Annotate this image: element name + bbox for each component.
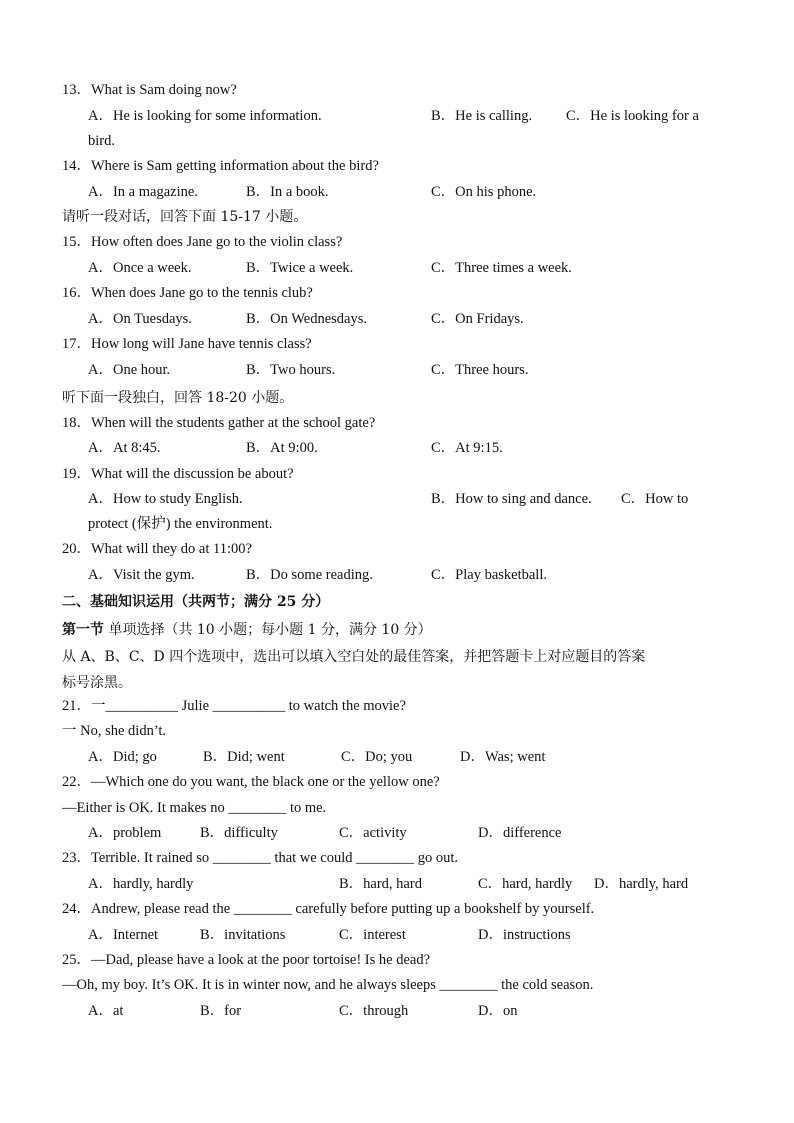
q15-stem: 15．How often does Jane go to the violin class? [62, 234, 343, 250]
q14-option-b: B．In a book. [246, 184, 329, 200]
q19-option-c: C．How to [621, 491, 689, 507]
q16-option-b: B．On Wednesdays. [246, 311, 367, 327]
q13-option-a: A．He is looking for some information. [88, 108, 322, 124]
part1-instruction-line1: 从 A、B、C、D 四个选项中，选出可以填入空白处的最佳答案，并把答题卡上对应题目的答案 [62, 649, 646, 665]
q18-option-a: A．At 8:45. [88, 440, 161, 456]
q16-stem: 16．When does Jane go to the tennis club? [62, 285, 313, 301]
q14-option-c: C．On his phone. [431, 184, 537, 200]
q22-stem: 22．—Which one do you want, the black one or the yellow one? [62, 774, 440, 790]
q15-option-b: B．Twice a week. [246, 260, 354, 276]
q15-option-a: A．Once a week. [88, 260, 192, 276]
q24-option-a: A．Internet [88, 927, 159, 943]
q24-option-c: C．interest [339, 927, 406, 943]
q17-stem: 17．How long will Jane have tennis class? [62, 336, 312, 352]
q21-option-d: D．Was; went [460, 749, 546, 765]
q13-option-b: B．He is calling. [431, 108, 533, 124]
part1-instruction-line2: 标号涂黑。 [62, 675, 132, 691]
q18-option-c: C．At 9:15. [431, 440, 503, 456]
q13-option-c-continued: bird. [88, 133, 115, 149]
q25-reply: —Oh, my boy. It’s OK. It is in winter now, and he always sleeps ________ the cold season. [62, 977, 594, 993]
q19-option-a: A．How to study English. [88, 491, 243, 507]
part1-label: 第一节 [62, 622, 104, 638]
q14-stem: 14．Where is Sam getting information about the bird? [62, 158, 379, 174]
q25-option-c: C．through [339, 1003, 409, 1019]
q19-stem: 19．What will the discussion be about? [62, 466, 294, 482]
q22-reply: —Either is OK. It makes no ________ to me. [62, 800, 327, 816]
listening-instruction-18-20: 听下面一段独白，回答 18-20 小题。 [62, 390, 294, 406]
q23-stem: 23．Terrible. It rained so ________ that we could ________ go out. [62, 850, 459, 866]
q17-option-b: B．Two hours. [246, 362, 336, 378]
q22-option-c: C．activity [339, 825, 407, 841]
q19-option-b: B．How to sing and dance. [431, 491, 592, 507]
q21-option-c: C．Do; you [341, 749, 413, 765]
q23-option-a: A．hardly, hardly [88, 876, 194, 892]
part1-heading [62, 621, 432, 639]
q20-option-c: C．Play basketball. [431, 567, 547, 583]
q16-option-a: A．On Tuesdays. [88, 311, 192, 327]
q21-reply: 一 No, she didn’t. [62, 723, 167, 739]
q24-stem: 24．Andrew, please read the ________ carefully before putting up a bookshelf by yourself. [62, 901, 595, 917]
q19-option-c-continued: protect (保护) the environment. [88, 516, 273, 532]
q25-option-b: B．for [200, 1003, 242, 1019]
q24-option-d: D．instructions [478, 927, 571, 943]
q17-option-c: C．Three hours. [431, 362, 529, 378]
q18-option-b: B．At 9:00. [246, 440, 318, 456]
q20-option-b: B．Do some reading. [246, 567, 373, 583]
q20-option-a: A．Visit the gym. [88, 567, 195, 583]
q20-stem: 20．What will they do at 11:00? [62, 541, 252, 557]
q25-stem: 25．—Dad, please have a look at the poor tortoise! Is he dead? [62, 952, 431, 968]
q15-option-c: C．Three times a week. [431, 260, 572, 276]
q25-option-d: D．on [478, 1003, 518, 1019]
q23-option-d: D．hardly, hard [594, 876, 689, 892]
q22-option-d: D．difference [478, 825, 562, 841]
q16-option-c: C．On Fridays. [431, 311, 524, 327]
q23-option-b: B．hard, hard [339, 876, 422, 892]
q17-option-a: A．One hour. [88, 362, 171, 378]
q23-option-c: C．hard, hardly [478, 876, 573, 892]
q21-stem: 21．一__________ Julie __________ to watch the movie? [62, 698, 406, 714]
q18-stem: 18．When will the students gather at the school gate? [62, 415, 376, 431]
q24-option-b: B．invitations [200, 927, 286, 943]
q21-option-a: A．Did; go [88, 749, 157, 765]
q13-stem: 13．What is Sam doing now? [62, 82, 237, 98]
q25-option-a: A．at [88, 1003, 124, 1019]
section2-heading: 二、基础知识运用（共两节；满分 25 分） [62, 594, 330, 610]
q22-option-b: B．difficulty [200, 825, 278, 841]
q22-option-a: A．problem [88, 825, 162, 841]
q14-option-a: A．In a magazine. [88, 184, 198, 200]
part1-title: 单项选择（共 10 小题；每小题 1 分，满分 10 分） [104, 622, 432, 638]
q21-option-b: B．Did; went [203, 749, 285, 765]
listening-instruction-15-17: 请听一段对话，回答下面 15-17 小题。 [62, 209, 308, 225]
q13-option-c: C．He is looking for a [566, 108, 699, 124]
